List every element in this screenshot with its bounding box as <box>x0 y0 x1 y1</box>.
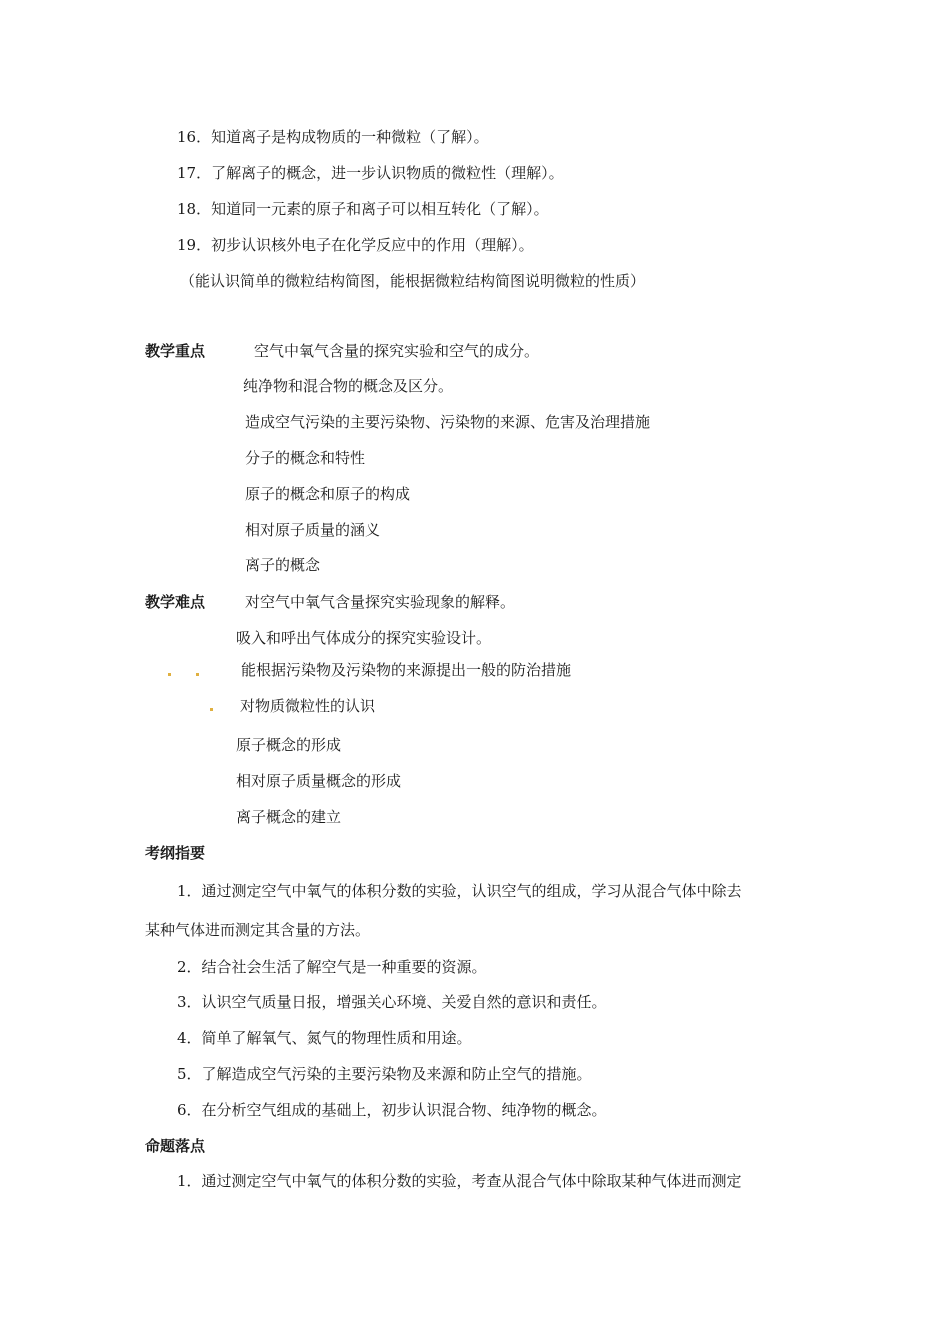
syllabus-item: 5．了解造成空气污染的主要污染物及来源和防止空气的措施。 <box>177 1065 592 1083</box>
key-point-item: 离子的概念 <box>245 556 321 574</box>
difficult-points-heading: 教学难点 <box>145 593 206 611</box>
objective-note: （能认识简单的微粒结构简图，能根据微粒结构简图说明微粒的性质） <box>180 272 646 290</box>
exam-focus-heading: 命题落点 <box>145 1137 206 1155</box>
syllabus-item: 2．结合社会生活了解空气是一种重要的资源。 <box>177 958 487 976</box>
exam-focus-item: 1．通过测定空气中氧气的体积分数的实验，考查从混合气体中除取某种气体进而测定 <box>177 1172 742 1190</box>
stray-mark <box>196 673 199 676</box>
syllabus-item: 4．简单了解氧气、氮气的物理性质和用途。 <box>177 1029 472 1047</box>
key-point-item: 原子的概念和原子的构成 <box>245 485 411 503</box>
difficult-point-item: 相对原子质量概念的形成 <box>236 772 402 790</box>
stray-mark <box>168 673 171 676</box>
difficult-point-item: 原子概念的形成 <box>236 736 342 754</box>
syllabus-item: 6．在分析空气组成的基础上，初步认识混合物、纯净物的概念。 <box>177 1101 607 1119</box>
key-point-item: 分子的概念和特性 <box>245 449 366 467</box>
difficult-point-item: 对空气中氧气含量探究实验现象的解释。 <box>245 593 516 611</box>
difficult-point-item: 能根据污染物及污染物的来源提出一般的防治措施 <box>241 661 572 679</box>
syllabus-heading: 考纲指要 <box>145 844 206 862</box>
key-point-item: 空气中氧气含量的探究实验和空气的成分。 <box>254 342 540 360</box>
key-point-item: 造成空气污染的主要污染物、污染物的来源、危害及治理措施 <box>245 413 651 431</box>
syllabus-item: 1．通过测定空气中氧气的体积分数的实验，认识空气的组成，学习从混合气体中除去 <box>177 882 742 900</box>
objective-item: 18．知道同一元素的原子和离子可以相互转化（了解）。 <box>177 200 549 218</box>
key-points-heading: 教学重点 <box>145 342 206 360</box>
difficult-point-item: 对物质微粒性的认识 <box>240 697 376 715</box>
syllabus-item: 3．认识空气质量日报，增强关心环境、关爱自然的意识和责任。 <box>177 993 607 1011</box>
syllabus-item-continuation: 某种气体进而测定其含量的方法。 <box>145 921 371 939</box>
objective-item: 16．知道离子是构成物质的一种微粒（了解）。 <box>177 128 489 146</box>
key-point-item: 纯净物和混合物的概念及区分。 <box>243 377 454 395</box>
objective-item: 19．初步认识核外电子在化学反应中的作用（理解）。 <box>177 236 534 254</box>
objective-item: 17．了解离子的概念，进一步认识物质的微粒性（理解）。 <box>177 164 564 182</box>
difficult-point-item: 离子概念的建立 <box>236 808 342 826</box>
stray-mark <box>210 708 213 711</box>
key-point-item: 相对原子质量的涵义 <box>245 521 381 539</box>
difficult-point-item: 吸入和呼出气体成分的探究实验设计。 <box>236 629 492 647</box>
